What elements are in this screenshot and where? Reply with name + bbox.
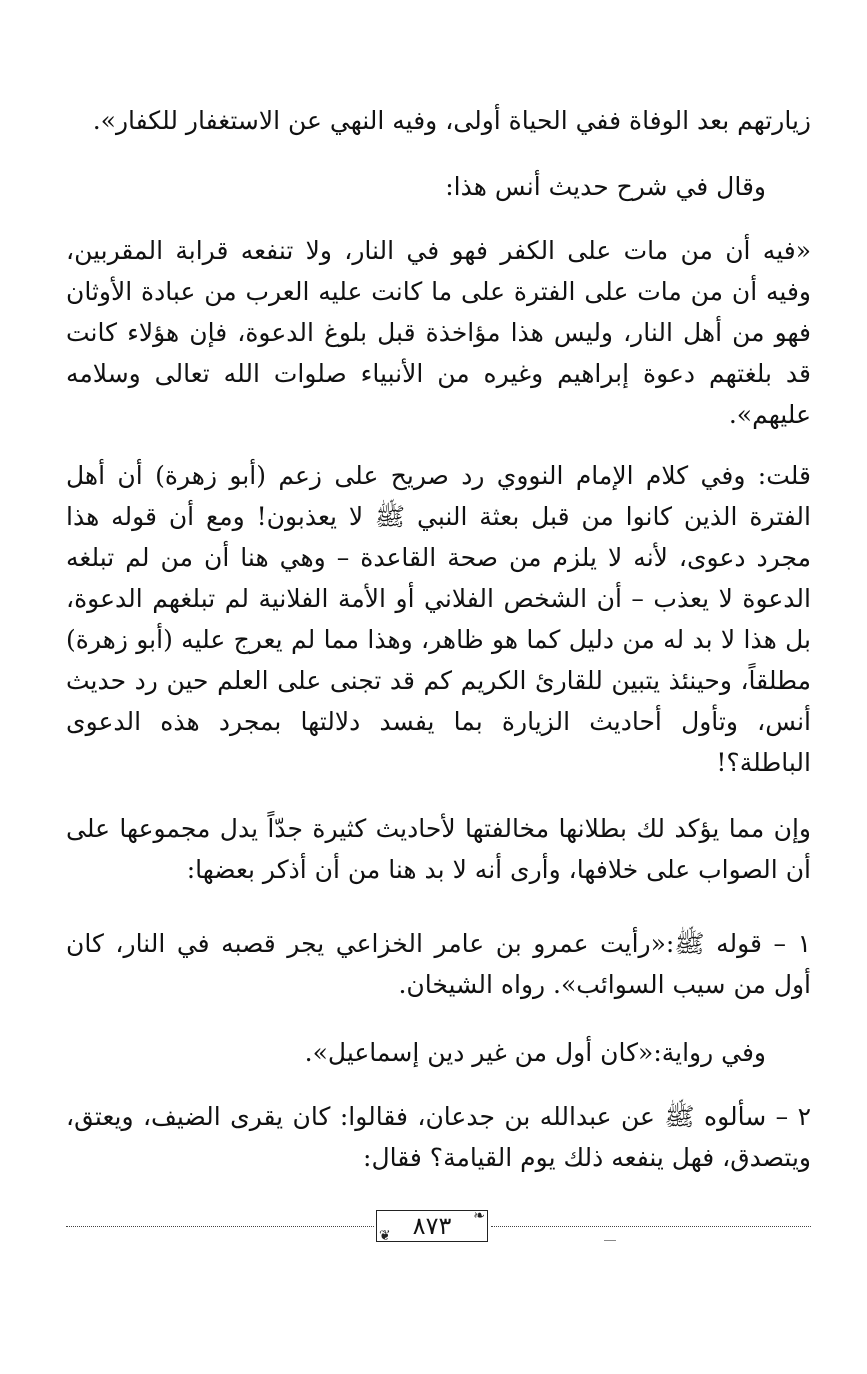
page-number-box <box>376 1210 488 1242</box>
paragraph-4: قلت: وفي كلام الإمام النووي رد صريح على زعم (أبو زهرة) أن أهل الفترة الذين كانوا من قبل بعثة النبي ﷺ لا يعذبون! ومع أن قوله هذا مجرد دعوى، لأنه لا يلزم من صحة القاعدة – وهي هنا أن من لم تبلغه الدعوة لا يعذب – أن الشخص الفلاني أو الأمة الفلانية لم تبلغهم الدعوة، بل هذا لا بد له من دليل كما هو ظاهر، وهذا مما لم يعرج عليه (أبو زهرة) مطلقاً، وحينئذ يتبين للقارئ الكريم كم قد تجنى على العلم حين رد حديث أنس، وتأول أحاديث الزيارة بما يفسد دلالتها بمجرد هذه الدعوى الباطلة؟! <box>66 461 811 777</box>
ornament-icon: ❧ <box>473 1208 485 1224</box>
page-number: ٨٧٣ <box>412 1212 452 1240</box>
divider <box>604 1240 616 1241</box>
paragraph-5: وإن مما يؤكد لك بطلانها مخالفتها لأحاديث كثيرة جدّاً يدل مجموعها على أن الصواب على خلافها، وأرى أنه لا بد هنا من أن أذكر بعضها: <box>66 814 811 884</box>
footer-rule-right <box>491 1226 811 1227</box>
paragraph-1: زيارتهم بعد الوفاة ففي الحياة أولى، وفيه النهي عن الاستغفار للكفار». <box>92 106 811 135</box>
ornament-icon: ❦ <box>379 1228 391 1244</box>
paragraph-7: وفي رواية:«كان أول من غير دين إسماعيل». <box>304 1038 766 1067</box>
footer-rule-left <box>66 1226 374 1227</box>
page-footer <box>66 1208 811 1248</box>
paragraph-2: وقال في شرح حديث أنس هذا: <box>445 172 766 201</box>
paragraph-6: ١ – قوله ﷺ:«رأيت عمرو بن عامر الخزاعي يجر قصبه في النار، كان أول من سيب السوائب». رواه الشيخان. <box>66 929 811 999</box>
paragraph-8: ٢ – سألوه ﷺ عن عبدالله بن جدعان، فقالوا: كان يقرى الضيف، ويعتق، ويتصدق، فهل ينفعه ذلك يوم القيامة؟ فقال: <box>66 1102 811 1172</box>
paragraph-3: «فيه أن من مات على الكفر فهو في النار، ولا تنفعه قرابة المقربين، وفيه أن من مات على الفترة على ما كانت عليه العرب من عبادة الأوثان فهو من أهل النار، وليس هذا مؤاخذة قبل بلوغ الدعوة، فإن هؤلاء كانت قد بلغتهم دعوة إبراهيم وغيره من الأنبياء صلوات الله تعالى وسلامه عليهم». <box>66 236 811 429</box>
